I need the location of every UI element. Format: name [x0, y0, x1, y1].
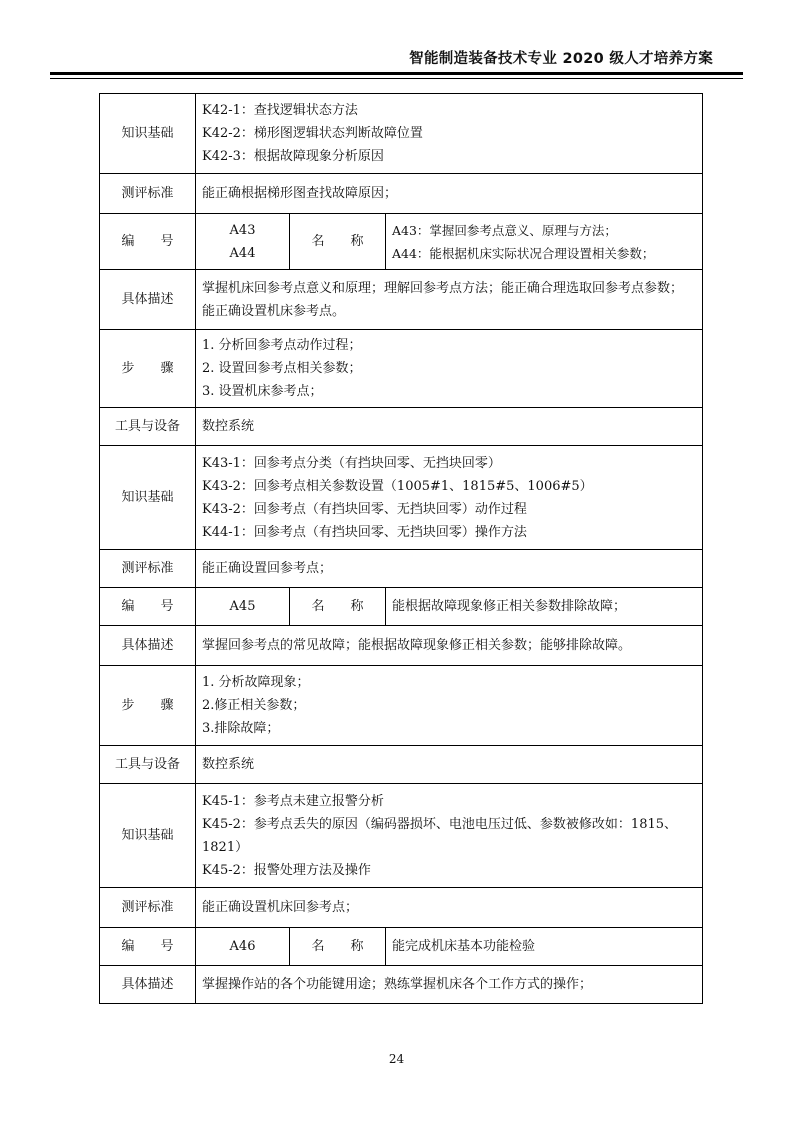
row-label: 编 号	[100, 928, 196, 966]
table-row	[100, 330, 703, 408]
description-cell	[196, 270, 703, 330]
steps-cell	[196, 330, 703, 408]
steps-cell	[196, 666, 703, 746]
step-line: 3.排除故障；	[202, 721, 280, 736]
table-row	[100, 784, 703, 888]
table-row	[100, 588, 703, 626]
knowledge-line: K44-1：回参考点（有挡块回零、无挡块回零）操作方法	[202, 524, 527, 540]
code-cell: A45	[196, 588, 290, 626]
row-label: 具体描述	[100, 270, 196, 330]
description-line: 掌握机床回参考点意义和原理；理解回参考点方法；能正确合理选取回参考点参数；	[202, 280, 684, 296]
knowledge-line: K45-2：参考点丢失的原因（编码器损坏、电池电压过低、参数被修改如：1815、	[202, 816, 678, 832]
knowledge-line: K43-2：回参考点相关参数设置（1005#1、1815#5、1006#5）	[202, 478, 593, 494]
table-row	[100, 626, 703, 666]
evaluation-cell: 能正确根据梯形图查找故障原因；	[196, 174, 703, 214]
header-rule-thin	[50, 78, 743, 79]
tools-cell: 数控系统	[196, 746, 703, 784]
row-label: 知识基础	[100, 446, 196, 550]
tools-cell: 数控系统	[196, 408, 703, 446]
description-cell: 掌握回参考点的常见故障；能根据故障现象修正相关参数；能够排除故障。	[196, 626, 703, 666]
table-row	[100, 214, 703, 270]
code-value: A43	[229, 222, 256, 238]
row-label: 步 骤	[100, 330, 196, 408]
name-label: 名 称	[290, 214, 386, 270]
knowledge-line: K43-2：回参考点（有挡块回零、无挡块回零）动作过程	[202, 501, 527, 517]
curriculum-table	[99, 93, 703, 1004]
step-line: 2. 设置回参考点相关参数；	[202, 361, 362, 376]
evaluation-cell: 能正确设置机床回参考点；	[196, 888, 703, 928]
knowledge-line: K43-1：回参考点分类（有挡块回零、无挡块回零）	[202, 455, 501, 471]
evaluation-cell: 能正确设置回参考点；	[196, 550, 703, 588]
step-line: 1. 分析回参考点动作过程；	[202, 338, 362, 353]
row-label: 测评标准	[100, 550, 196, 588]
row-label: 步 骤	[100, 666, 196, 746]
code-cell	[196, 214, 290, 270]
name-cell: 能完成机床基本功能检验	[386, 928, 703, 966]
knowledge-base-cell	[196, 784, 703, 888]
row-label: 工具与设备	[100, 746, 196, 784]
step-line: 2.修正相关参数；	[202, 698, 306, 713]
table-row	[100, 928, 703, 966]
name-label: 名 称	[290, 928, 386, 966]
table-row	[100, 966, 703, 1004]
document-header-title: 智能制造装备技术专业 2020 级人才培养方案	[409, 51, 713, 67]
row-label: 知识基础	[100, 784, 196, 888]
knowledge-line: K42-3：根据故障现象分析原因	[202, 149, 384, 164]
name-cell: 能根据故障现象修正相关参数排除故障；	[386, 588, 703, 626]
table-row	[100, 888, 703, 928]
knowledge-line: K45-1：参考点未建立报警分析	[202, 793, 384, 809]
table-row	[100, 174, 703, 214]
knowledge-base-cell	[196, 446, 703, 550]
name-value: A44：能根据机床实际状况合理设置相关参数；	[392, 245, 655, 261]
knowledge-line: 1821）	[202, 839, 249, 855]
description-line: 能正确设置机床参考点。	[202, 303, 346, 319]
table-row	[100, 550, 703, 588]
name-cell	[386, 214, 703, 270]
knowledge-base-cell	[196, 94, 703, 174]
row-label: 测评标准	[100, 888, 196, 928]
row-label: 编 号	[100, 588, 196, 626]
table-row	[100, 408, 703, 446]
row-label: 知识基础	[100, 94, 196, 174]
table-row	[100, 446, 703, 550]
page-number: 24	[388, 1052, 405, 1066]
code-value: A44	[229, 245, 256, 261]
step-line: 1. 分析故障现象；	[202, 675, 310, 690]
code-cell: A46	[196, 928, 290, 966]
row-label: 测评标准	[100, 174, 196, 214]
row-label: 工具与设备	[100, 408, 196, 446]
knowledge-line: K45-2：报警处理方法及操作	[202, 862, 371, 878]
table-row	[100, 94, 703, 174]
row-label: 具体描述	[100, 966, 196, 1004]
name-label: 名 称	[290, 588, 386, 626]
table-row	[100, 746, 703, 784]
header-rule-thick	[50, 72, 743, 75]
description-cell: 掌握操作站的各个功能键用途；熟练掌握机床各个工作方式的操作；	[196, 966, 703, 1004]
row-label: 编 号	[100, 214, 196, 270]
table-row	[100, 270, 703, 330]
name-value: A43：掌握回参考点意义、原理与方法；	[392, 222, 617, 238]
step-line: 3. 设置机床参考点；	[202, 384, 323, 399]
row-label: 具体描述	[100, 626, 196, 666]
knowledge-line: K42-1：查找逻辑状态方法	[202, 103, 358, 118]
table-row	[100, 666, 703, 746]
knowledge-line: K42-2：梯形图逻辑状态判断故障位置	[202, 126, 423, 141]
